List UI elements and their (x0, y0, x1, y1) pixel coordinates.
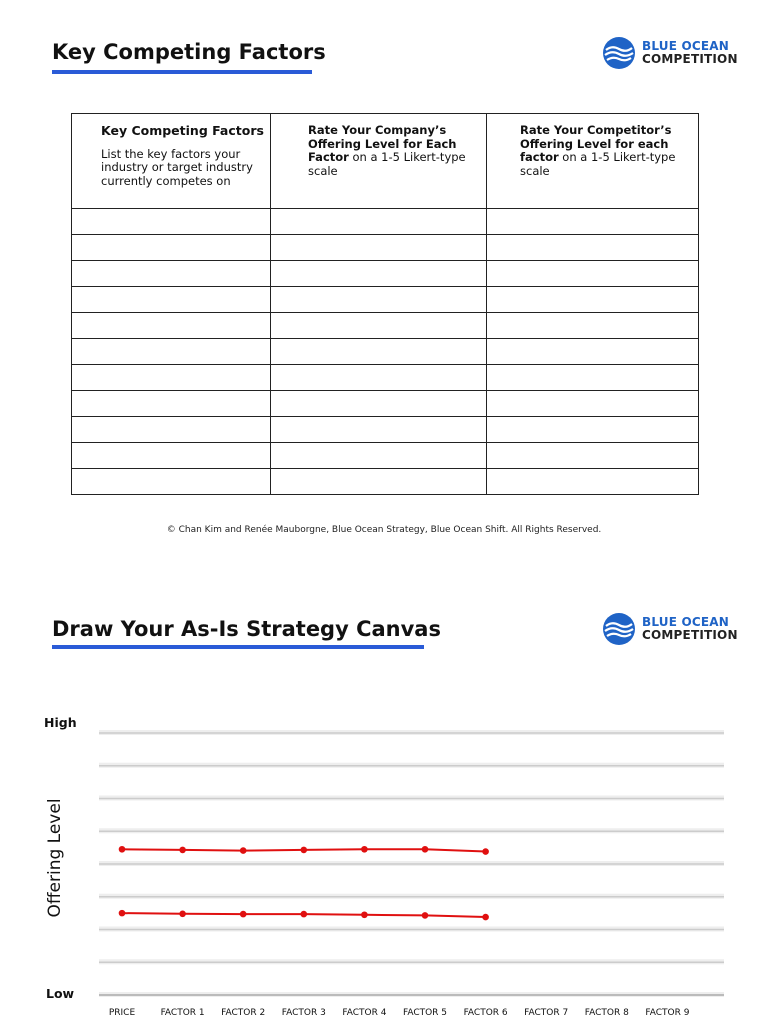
data-point (301, 911, 308, 918)
header-competitor-rating-bold: Rate Your Competitor’s Offering Level for each factor (520, 123, 672, 164)
header-competitor-rating-rest: on a 1-5 Likert-type scale (520, 150, 676, 178)
header-company-rating-rest: on a 1-5 Likert-type scale (308, 150, 466, 178)
data-point (119, 910, 126, 917)
x-tick-label: FACTOR 6 (463, 1008, 508, 1018)
x-tick-label: PRICE (108, 1008, 136, 1018)
x-tick-label: FACTOR 3 (281, 1008, 326, 1018)
brand-line1: BLUE OCEAN (642, 39, 730, 53)
section-title-canvas: Draw Your As-Is Strategy Canvas (52, 617, 441, 641)
brand-line1: BLUE OCEAN (642, 615, 730, 629)
x-tick-label: FACTOR 1 (160, 1008, 205, 1018)
data-point (240, 847, 247, 854)
data-point (240, 911, 247, 918)
header-key-factors-title: Key Competing Factors (101, 123, 264, 138)
x-tick-label: FACTOR 7 (524, 1008, 569, 1018)
x-tick-label: FACTOR 9 (645, 1008, 690, 1018)
x-tick-label: FACTOR 2 (221, 1008, 266, 1018)
brand-line2: COMPETITION (642, 628, 738, 642)
data-point (482, 914, 489, 921)
section-title-factors: Key Competing Factors (52, 40, 326, 64)
x-tick-label: FACTOR 4 (342, 1008, 387, 1018)
data-point (119, 846, 126, 853)
data-point (422, 846, 429, 853)
data-point (179, 847, 186, 854)
data-point (482, 848, 489, 855)
data-point (422, 912, 429, 919)
x-tick-label: FACTOR 8 (584, 1008, 629, 1018)
copyright-notice: © Chan Kim and Renée Mauborgne, Blue Ocean Strategy, Blue Ocean Shift. All Rights Reserved. (166, 525, 602, 535)
y-label-high: High (44, 715, 77, 730)
header-company-rating-bold: Rate Your Company’s Offering Level for Each Factor (308, 123, 457, 164)
x-tick-label: FACTOR 5 (402, 1008, 448, 1018)
header-key-factors-desc: List the key factors your industry or target industry currently competes on (101, 146, 253, 188)
brand-line2: COMPETITION (642, 52, 738, 66)
data-point (179, 910, 186, 917)
data-point (361, 911, 368, 918)
y-label-low: Low (46, 986, 75, 1001)
data-point (301, 847, 308, 854)
y-axis-title: Offering Level (45, 798, 65, 918)
data-point (361, 846, 368, 853)
